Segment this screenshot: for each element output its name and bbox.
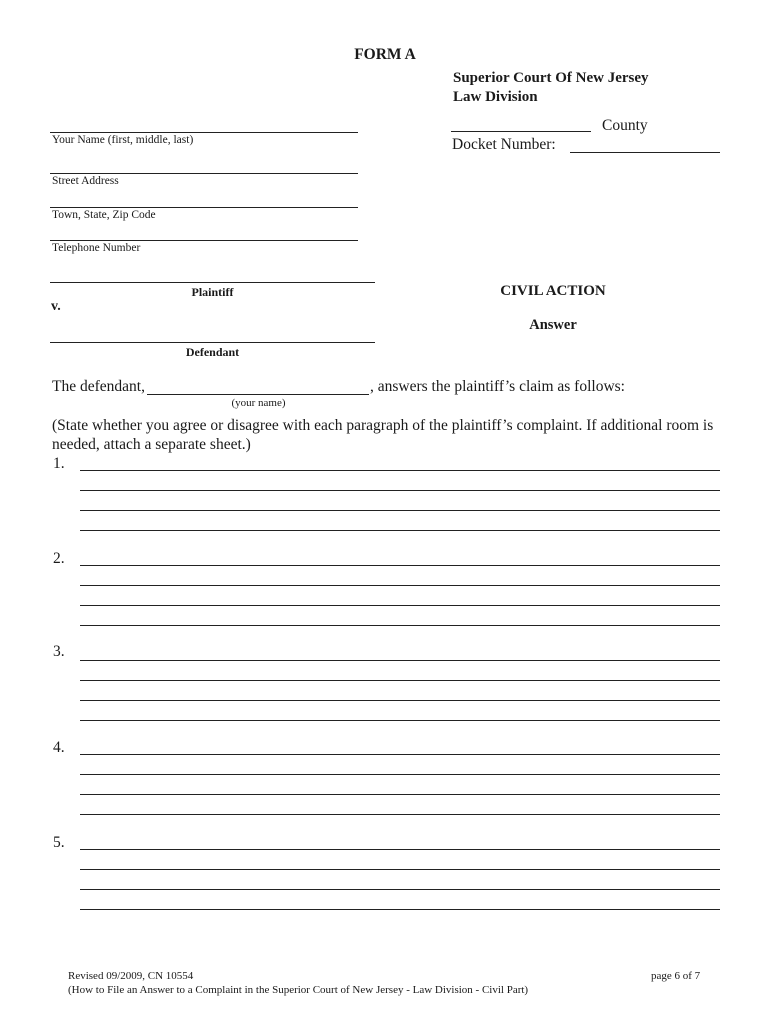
answer-line[interactable] bbox=[80, 510, 720, 511]
answer-line[interactable] bbox=[80, 849, 720, 850]
answer-title: Answer bbox=[529, 317, 577, 333]
form-title: FORM A bbox=[354, 46, 416, 63]
docket-label: Docket Number: bbox=[452, 136, 556, 153]
defendant-field[interactable] bbox=[50, 342, 375, 343]
answer-line[interactable] bbox=[80, 565, 720, 566]
court-division: Law Division bbox=[453, 89, 538, 105]
your-name-hint: (your name) bbox=[231, 397, 286, 409]
county-field[interactable] bbox=[451, 131, 591, 132]
defendant-name-field[interactable] bbox=[147, 394, 369, 395]
defendant-label: Defendant bbox=[185, 345, 240, 359]
paragraph-number: 2. bbox=[53, 550, 65, 567]
paragraph-number: 1. bbox=[53, 455, 65, 472]
footer-guide-title: (How to File an Answer to a Complaint in the Superior Court of New Jersey - Law Division - Civil Part) bbox=[68, 984, 529, 996]
your-name-label: Your Name (first, middle, last) bbox=[52, 134, 194, 146]
answer-line[interactable] bbox=[80, 530, 720, 531]
docket-number-field[interactable] bbox=[570, 152, 720, 153]
statement-prefix: The defendant, bbox=[52, 378, 145, 395]
answer-line[interactable] bbox=[80, 605, 720, 606]
answer-line[interactable] bbox=[80, 869, 720, 870]
town-state-zip-label: Town, State, Zip Code bbox=[52, 209, 156, 221]
answer-line[interactable] bbox=[80, 814, 720, 815]
answer-line[interactable] bbox=[80, 490, 720, 491]
court-name: Superior Court Of New Jersey bbox=[453, 70, 649, 86]
answer-line[interactable] bbox=[80, 909, 720, 910]
town-state-zip-field[interactable] bbox=[50, 207, 358, 208]
civil-action-heading: CIVIL ACTION bbox=[500, 283, 606, 299]
answer-line[interactable] bbox=[80, 700, 720, 701]
statement-suffix: , answers the plaintiff’s claim as follows: bbox=[370, 378, 625, 395]
footer-revision: Revised 09/2009, CN 10554 bbox=[68, 970, 194, 982]
answer-line[interactable] bbox=[80, 470, 720, 471]
answer-line[interactable] bbox=[80, 720, 720, 721]
street-address-field[interactable] bbox=[50, 173, 358, 174]
answer-line[interactable] bbox=[80, 774, 720, 775]
paragraph-number: 3. bbox=[53, 643, 65, 660]
county-label: County bbox=[602, 117, 648, 134]
street-address-label: Street Address bbox=[52, 175, 119, 187]
answer-line[interactable] bbox=[80, 660, 720, 661]
telephone-label: Telephone Number bbox=[52, 242, 141, 254]
instructions-text: (State whether you agree or disagree with each paragraph of the plaintiff’s complaint. If additional room is needed, attach a separate sheet.) bbox=[52, 417, 714, 453]
plaintiff-label: Plaintiff bbox=[191, 285, 234, 299]
answer-line[interactable] bbox=[80, 754, 720, 755]
answer-line[interactable] bbox=[80, 794, 720, 795]
your-name-field[interactable] bbox=[50, 132, 358, 133]
answer-line[interactable] bbox=[80, 680, 720, 681]
telephone-field[interactable] bbox=[50, 240, 358, 241]
answer-line[interactable] bbox=[80, 585, 720, 586]
page-number: page 6 of 7 bbox=[651, 970, 701, 982]
answer-line[interactable] bbox=[80, 625, 720, 626]
paragraph-number: 4. bbox=[53, 739, 65, 756]
paragraph-number: 5. bbox=[53, 834, 65, 851]
answer-line[interactable] bbox=[80, 889, 720, 890]
versus-label: v. bbox=[51, 299, 61, 314]
plaintiff-field[interactable] bbox=[50, 282, 375, 283]
